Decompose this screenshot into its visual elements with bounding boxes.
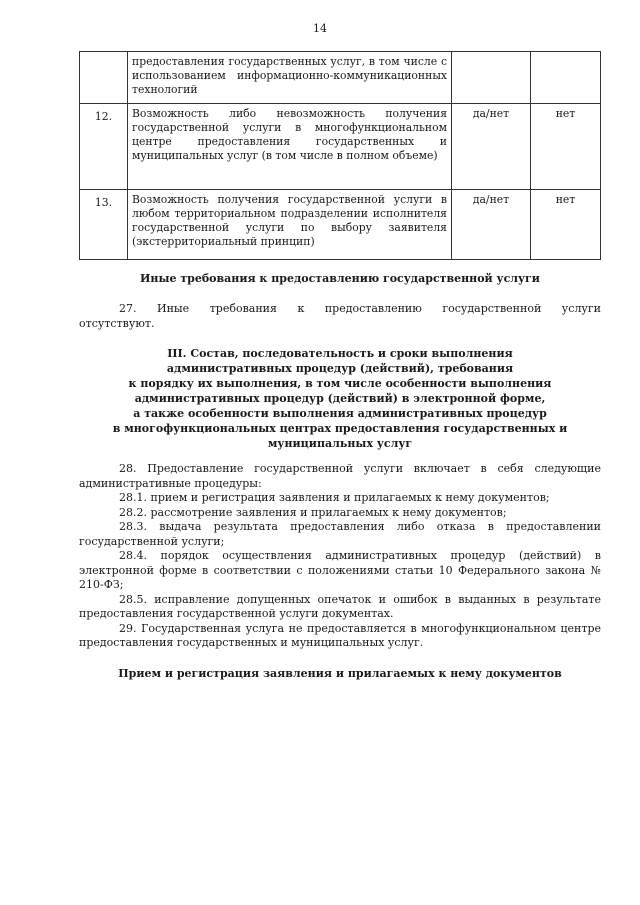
heading-line: административных процедур (действий), требования <box>166 362 514 375</box>
heading-line: а также особенности выполнения административных процедур <box>133 407 547 420</box>
heading-line: III. Состав, последовательность и сроки выполнения <box>167 347 513 360</box>
row-value: да/нет <box>452 190 531 260</box>
row-number <box>80 52 128 104</box>
paragraph-29: 29. Государственная услуга не предоставляется в многофункциональном центре предоставления государственных и муниципальных услуг. <box>79 621 601 649</box>
paragraph-27-line1: 27. Иные требования к предоставлению государственной услуги <box>119 302 601 315</box>
paragraph-28: 28. Предоставление государственной услуги включает в себя следующие административные процедуры: <box>79 462 601 490</box>
requirements-table <box>79 51 601 260</box>
section-3-body <box>79 462 601 651</box>
paragraph-27 <box>79 302 601 331</box>
row-default <box>531 52 601 104</box>
table-row <box>80 190 601 260</box>
paragraph-28-5: 28.5. исправление допущенных опечаток и ошибок в выданных в результате предоставления государственной услуги документах. <box>79 592 601 620</box>
heading-line: муниципальных услуг <box>267 437 413 450</box>
heading-line: административных процедур (действий) в электронной форме, <box>134 392 546 405</box>
table-row <box>80 52 601 104</box>
row-text: Возможность либо невозможность получения государственной услуги в многофункциональном центре предоставления государственных и муниципальных услуг (в том числе в полном объеме) <box>128 104 452 190</box>
paragraph-27-line2: отсутствуют. <box>79 316 155 330</box>
row-value: да/нет <box>452 104 531 190</box>
row-number: 13. <box>80 190 128 260</box>
reception-heading: Прием и регистрация заявления и прилагаемых к нему документов <box>118 667 562 680</box>
table-row <box>80 104 601 190</box>
paragraph-28-4: 28.4. порядок осуществления административных процедур (действий) в электронной форме в соответствии с положениями статьи 10 Федерального закона № 210-ФЗ; <box>79 549 601 591</box>
row-value <box>452 52 531 104</box>
heading-line: в многофункциональных центрах предоставления государственных и <box>112 422 568 435</box>
paragraph-28-2: 28.2. рассмотрение заявления и прилагаемых к нему документов; <box>119 505 507 519</box>
paragraph-28-1: 28.1. прием и регистрация заявления и прилагаемых к нему документов; <box>119 491 550 504</box>
other-requirements-heading: Иные требования к предоставлению государственной услуги <box>140 272 540 285</box>
row-default: нет <box>531 190 601 260</box>
row-text: Возможность получения государственной услуги в любом территориальном подразделении исполнителя государственной услуги по выбору заявителя (экстерриториальный принцип) <box>128 190 452 260</box>
paragraph-28-3: 28.3. выдача результата предоставления либо отказа в предоставлении государственной услуги; <box>79 520 601 548</box>
row-text: предоставления государственных услуг, в том числе с использованием информационно-коммуникационных технологий <box>128 52 452 104</box>
row-number: 12. <box>80 104 128 190</box>
heading-line: к порядку их выполнения, в том числе особенности выполнения <box>128 377 552 390</box>
section-3-heading <box>79 346 601 451</box>
row-default: нет <box>531 104 601 190</box>
page-number: 14 <box>313 22 327 35</box>
